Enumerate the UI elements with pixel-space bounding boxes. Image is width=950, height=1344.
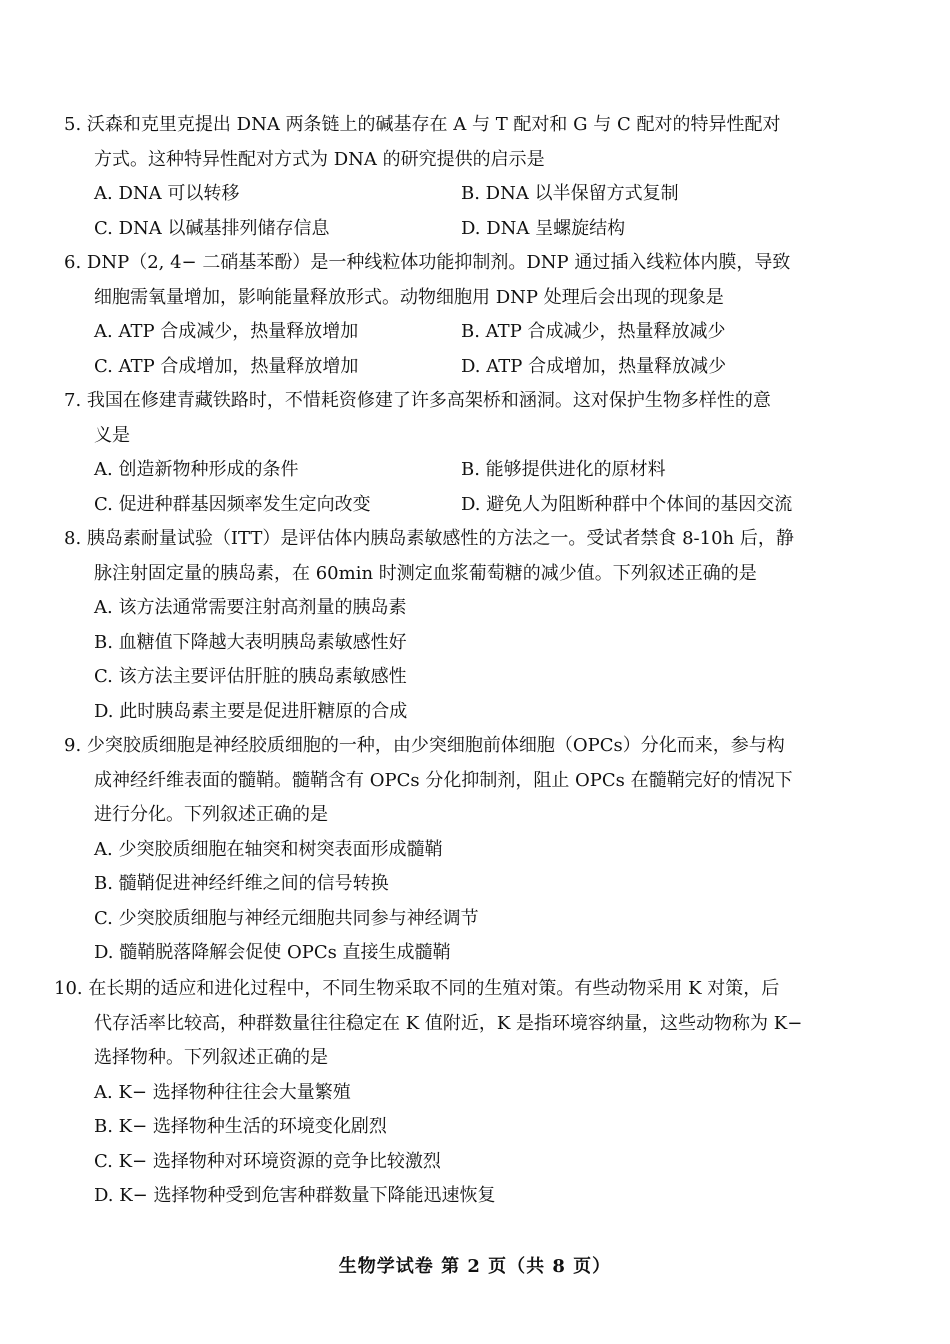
- question-5: [64, 108, 844, 246]
- option-d: D. K− 选择物种受到危害种群数量下降能迅速恢复: [94, 1185, 496, 1206]
- stem-text: 细胞需氧量增加，影响能量释放形式。动物细胞用 DNP 处理后会出现的现象是: [94, 286, 724, 308]
- question-6: [64, 246, 844, 384]
- option-c: C. ATP 合成增加，热量释放增加: [94, 355, 359, 377]
- stem-text: DNP（2, 4− 二硝基苯酚）是一种线粒体功能抑制剂。DNP 通过插入线粒体内膜，导致: [86, 252, 791, 273]
- stem-text: 我国在修建青藏铁路时，不惜耗资修建了许多高架桥和涵洞。这对保护生物多样性的意: [86, 390, 771, 411]
- question-stem: [64, 384, 844, 419]
- option-b: B. 髓鞘促进神经纤维之间的信号转换: [94, 873, 389, 894]
- question-number: 10.: [54, 978, 83, 999]
- option-a: A. DNA 可以转移: [94, 183, 240, 204]
- option-d: D. 此时胰岛素主要是促进肝糖原的合成: [94, 700, 408, 722]
- question-number: 9.: [64, 735, 82, 756]
- question-8: [64, 522, 844, 729]
- option-a: A. 少突胶质细胞在轴突和树突表面形成髓鞘: [94, 838, 443, 860]
- question-number: 8.: [64, 528, 82, 549]
- question-stem: [54, 972, 834, 1007]
- option-a: A. 该方法通常需要注射高剂量的胰岛素: [94, 597, 407, 618]
- question-9: [64, 729, 844, 971]
- option-d: D. 避免人为阻断种群中个体间的基因交流: [461, 493, 793, 515]
- question-stem: [64, 108, 844, 143]
- option-c: C. 少突胶质细胞与神经元细胞共同参与神经调节: [94, 907, 479, 929]
- option-c: C. DNA 以碱基排列储存信息: [94, 217, 330, 239]
- option-c: C. K− 选择物种对环境资源的竞争比较激烈: [94, 1150, 441, 1172]
- question-number: 6.: [64, 252, 82, 273]
- option-b: B. 血糖值下降越大表明胰岛素敏感性好: [94, 631, 407, 653]
- stem-text: 选择物种。下列叙述正确的是: [94, 1047, 328, 1068]
- option-a: A. 创造新物种形成的条件: [94, 459, 299, 480]
- stem-text: 成神经纤维表面的髓鞘。髓鞘含有 OPCs 分化抑制剂，阻止 OPCs 在髓鞘完好的情况下: [94, 769, 793, 791]
- question-stem: [64, 246, 844, 281]
- stem-text: 义是: [94, 424, 130, 446]
- options: [64, 591, 844, 729]
- options: [64, 453, 844, 522]
- options: [64, 177, 844, 246]
- option-c: C. 该方法主要评估肝脏的胰岛素敏感性: [94, 666, 407, 687]
- question-number: 5.: [64, 114, 82, 135]
- option-b: B. DNA 以半保留方式复制: [461, 183, 679, 204]
- question-number: 7.: [64, 390, 82, 411]
- stem-text: 沃森和克里克提出 DNA 两条链上的碱基存在 A 与 T 配对和 G 与 C 配对的特异性配对: [86, 114, 781, 135]
- option-c: C. 促进种群基因频率发生定向改变: [94, 493, 371, 515]
- option-d: D. 髓鞘脱落降解会促使 OPCs 直接生成髓鞘: [94, 942, 451, 963]
- question-7: [64, 384, 844, 522]
- stem-text: 进行分化。下列叙述正确的是: [94, 804, 328, 825]
- stem-text: 少突胶质细胞是神经胶质细胞的一种，由少突细胞前体细胞（OPCs）分化而来，参与构: [86, 735, 785, 756]
- options: [64, 315, 844, 384]
- option-d: D. DNA 呈螺旋结构: [461, 217, 626, 239]
- options: [54, 1076, 834, 1214]
- stem-text: 代存活率比较高，种群数量往往稳定在 K 值附近，K 是指环境容纳量，这些动物称为 K−: [94, 1012, 803, 1034]
- option-b: B. ATP 合成减少，热量释放减少: [461, 321, 726, 342]
- option-b: B. K− 选择物种生活的环境变化剧烈: [94, 1116, 387, 1137]
- option-a: A. K− 选择物种往往会大量繁殖: [94, 1081, 351, 1103]
- stem-text: 脉注射固定量的胰岛素，在 60min 时测定血浆葡萄糖的减少值。下列叙述正确的是: [94, 562, 757, 584]
- option-b: B. 能够提供进化的原材料: [461, 459, 666, 480]
- question-stem: [64, 729, 844, 764]
- question-10: [54, 972, 834, 1214]
- question-stem: [64, 522, 844, 557]
- stem-text: 方式。这种特异性配对方式为 DNA 的研究提供的启示是: [94, 148, 545, 170]
- options: [64, 833, 844, 971]
- page-footer: 生物学试卷 第 2 页（共 8 页）: [338, 1256, 612, 1277]
- stem-text: 在长期的适应和进化过程中，不同生物采取不同的生殖对策。有些动物采用 K 对策，后: [88, 978, 780, 999]
- option-d: D. ATP 合成增加，热量释放减少: [461, 355, 727, 377]
- stem-text: 胰岛素耐量试验（ITT）是评估体内胰岛素敏感性的方法之一。受试者禁食 8-10h 后，静: [86, 528, 794, 549]
- option-a: A. ATP 合成减少，热量释放增加: [94, 321, 359, 342]
